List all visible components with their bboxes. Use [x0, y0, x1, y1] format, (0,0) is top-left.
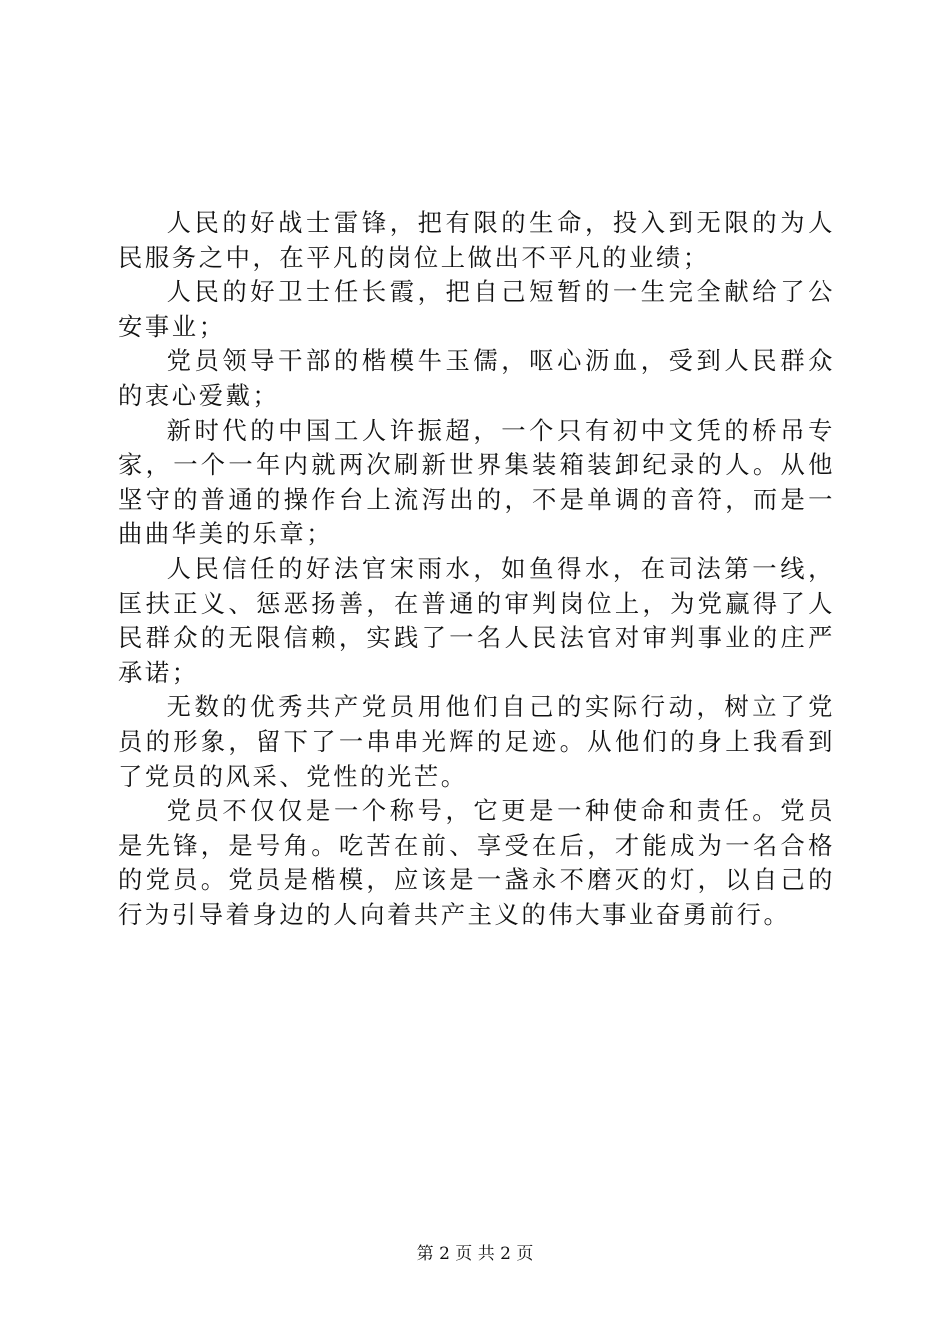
- paragraph-ren-changxia: 人民的好卫士任长霞，把自己短暂的一生完全献给了公安事业；: [118, 277, 835, 341]
- paragraph-party-members: 无数的优秀共产党员用他们自己的实际行动，树立了党员的形象，留下了一串串光辉的足迹。从他们的身上我看到了党员的风采、党性的光芒。: [118, 692, 835, 791]
- paragraph-song-yushui: 人民信任的好法官宋雨水，如鱼得水，在司法第一线，匡扶正义、惩恶扬善，在普通的审判岗位上，为党赢得了人民群众的无限信赖，实践了一名人民法官对审判事业的庄严承诺；: [118, 553, 835, 687]
- paragraph-xu-zhenchao: 新时代的中国工人许振超，一个只有初中文凭的桥吊专家，一个一年内就两次刷新世界集装箱装卸纪录的人。从他坚守的普通的操作台上流泻出的，不是单调的音符，而是一曲曲华美的乐章；: [118, 415, 835, 549]
- paragraph-lei-feng: 人民的好战士雷锋，把有限的生命，投入到无限的为人民服务之中，在平凡的岗位上做出不平凡的业绩；: [118, 208, 835, 272]
- paragraph-conclusion: 党员不仅仅是一个称号，它更是一种使命和责任。党员是先锋，是号角。吃苦在前、享受在后，才能成为一名合格的党员。党员是楷模，应该是一盏永不磨灭的灯，以自己的行为引导着身边的人向着共产主义的伟大事业奋勇前行。: [118, 796, 835, 929]
- paragraph-niu-yuru: 党员领导干部的楷模牛玉儒，呕心沥血，受到人民群众的衷心爱戴；: [118, 346, 835, 410]
- page-number-footer: 第 2 页 共 2 页: [416, 1244, 534, 1264]
- document-body: [118, 206, 835, 932]
